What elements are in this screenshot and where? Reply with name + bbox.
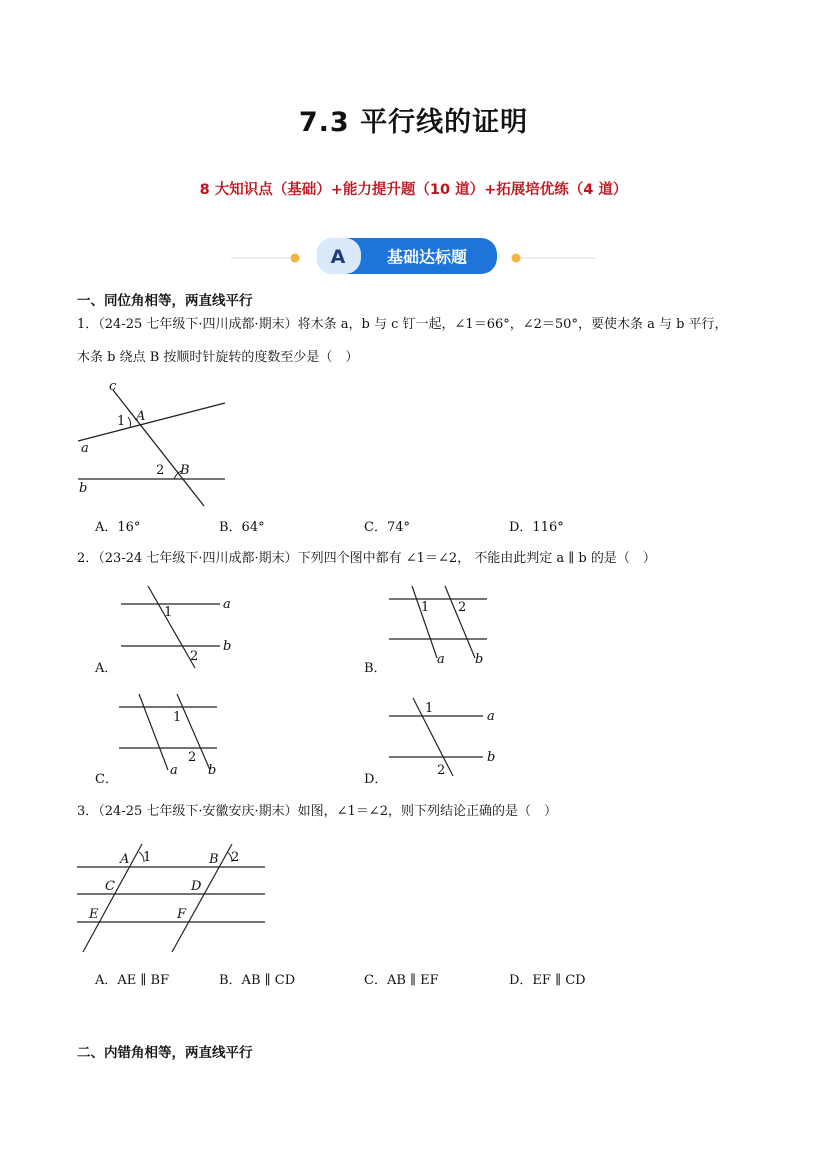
banner-dot-right xyxy=(512,254,521,263)
section-heading-1: 一、同位角相等，两直线平行 xyxy=(77,293,253,309)
q1-label-b: b xyxy=(79,481,88,496)
q2-option-c[interactable]: C． xyxy=(95,772,118,787)
banner-letter: A xyxy=(330,246,346,268)
q2a-label-2: 2 xyxy=(190,649,199,664)
q2a-label-b: b xyxy=(223,639,232,654)
q3-option-a[interactable]: A．AE ∥ BF xyxy=(95,973,170,988)
q2b-label-1: 1 xyxy=(421,600,430,615)
q2-figure-d xyxy=(385,694,505,779)
q2c-label-b: b xyxy=(208,763,217,778)
banner-dot-left xyxy=(291,254,300,263)
q1-option-d[interactable]: D．116° xyxy=(509,520,564,535)
q1-figure xyxy=(70,378,240,513)
page-title: 7.3 平行线的证明 xyxy=(298,107,529,138)
q2a-label-1: 1 xyxy=(164,605,173,620)
section-heading-2: 二、内错角相等，两直线平行 xyxy=(77,1045,253,1061)
q1-label-2: 2 xyxy=(156,463,165,478)
page-subtitle: 8 大知识点（基础）+能力提升题（10 道）+拓展培优练（4 道） xyxy=(199,182,628,198)
q3-label-E: E xyxy=(89,907,99,922)
q3-figure xyxy=(72,840,272,958)
q3-label-F: F xyxy=(177,907,187,922)
section-banner xyxy=(231,232,596,280)
q3-label-2: 2 xyxy=(231,850,240,865)
q2-figure-c xyxy=(115,692,225,780)
q3-label-1: 1 xyxy=(143,850,152,865)
q2-option-d[interactable]: D． xyxy=(364,772,388,787)
q2-text: 2．（23-24 七年级下·四川成都·期末）下列四个图中都有 ∠1＝∠2， 不能由此判定 a ∥ b 的是（ ） xyxy=(77,551,656,566)
q2-option-a[interactable]: A． xyxy=(95,661,118,676)
q3-label-C: C xyxy=(105,879,115,894)
q3-option-c[interactable]: C．AB ∥ EF xyxy=(364,973,439,988)
q2d-label-1: 1 xyxy=(425,701,434,716)
q1-label-B: B xyxy=(180,463,190,478)
q1-label-A: A xyxy=(136,409,146,424)
q1-label-c: c xyxy=(109,379,117,394)
q2a-label-a: a xyxy=(223,597,231,612)
q2-figure-a xyxy=(115,584,245,669)
q1-label-a: a xyxy=(81,441,89,456)
q2b-label-a: a xyxy=(437,652,445,667)
q1-line-a xyxy=(78,403,225,441)
banner-label: 基础达标题 xyxy=(386,247,468,267)
q3-text: 3．（24-25 七年级下·安徽安庆·期末）如图，∠1＝∠2，则下列结论正确的是（ ） xyxy=(77,804,557,819)
q1-line-c xyxy=(113,390,204,506)
q2-figure-b xyxy=(385,584,495,669)
q2-option-b[interactable]: B． xyxy=(364,661,387,676)
q1-label-1: 1 xyxy=(117,414,126,429)
q2c-label-a: a xyxy=(170,763,178,778)
q1-option-b[interactable]: B．64° xyxy=(219,520,265,535)
q2c-label-2: 2 xyxy=(188,750,197,765)
q2d-label-a: a xyxy=(487,709,495,724)
q1-option-a[interactable]: A．16° xyxy=(95,520,141,535)
q3-label-A: A xyxy=(120,852,130,867)
q1-option-c[interactable]: C．74° xyxy=(364,520,410,535)
q3-label-B: B xyxy=(209,852,219,867)
q3-label-D: D xyxy=(191,879,202,894)
q1-angle1-arc xyxy=(128,417,131,427)
q2d-label-2: 2 xyxy=(437,763,446,778)
q2d-label-b: b xyxy=(487,750,496,765)
q1-text-line2: 木条 b 绕点 B 按顺时针旋转的度数至少是（ ） xyxy=(77,350,359,365)
q2c-label-1: 1 xyxy=(173,710,182,725)
q2b-label-b: b xyxy=(475,652,484,667)
q3-option-d[interactable]: D．EF ∥ CD xyxy=(509,973,586,988)
q1-text-line1: 1．（24-25 七年级下·四川成都·期末）将木条 a，b 与 c 钉一起，∠1＝66°，∠2＝50°，要使木条 a 与 b 平行， xyxy=(77,317,728,332)
q2b-label-2: 2 xyxy=(458,600,467,615)
q3-option-b[interactable]: B．AB ∥ CD xyxy=(219,973,296,988)
